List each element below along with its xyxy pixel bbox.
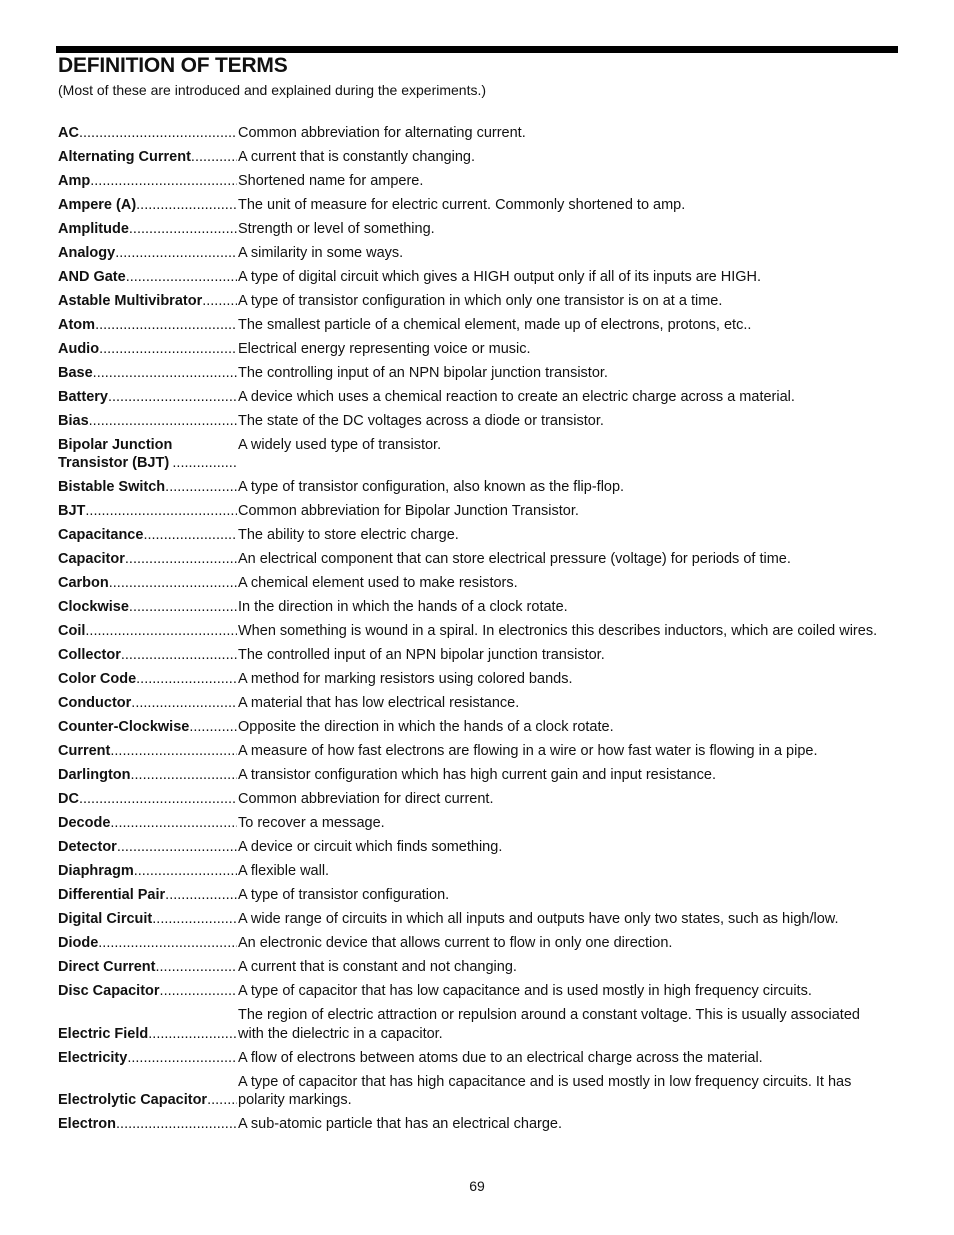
term-column [58, 388, 237, 406]
term-column [58, 718, 237, 736]
glossary-term-line2: Transistor (BJT) [58, 455, 170, 472]
glossary-definition: A chemical element used to make resistors. [238, 575, 518, 592]
glossary-entry [58, 526, 878, 544]
glossary-entry [58, 244, 878, 262]
dot-leader [79, 790, 237, 808]
term-column [58, 982, 237, 1000]
glossary-definition: Strength or level of something. [238, 221, 435, 237]
glossary-definition: In the direction in which the hands of a clock rotate. [238, 599, 568, 616]
term-column [58, 412, 237, 430]
glossary-entry [58, 316, 878, 334]
page-subtitle: (Most of these are introduced and explained during the experiments.) [58, 82, 487, 98]
dot-leader [129, 220, 237, 238]
glossary-entry [58, 574, 878, 592]
term-column [58, 526, 237, 544]
glossary-term: Detector [58, 839, 117, 856]
dot-leader [116, 1115, 237, 1133]
glossary-definition: The state of the DC voltages across a diode or transistor. [238, 413, 604, 429]
glossary-entry [58, 886, 878, 904]
page-number: 69 [469, 1178, 485, 1194]
glossary-definition: A type of capacitor that has low capacitance and is used mostly in high frequency circuits. [238, 983, 812, 1000]
glossary-definition: Shortened name for ampere. [238, 173, 424, 189]
glossary-entry [58, 718, 878, 736]
glossary-entry [58, 1073, 878, 1110]
dot-leader [152, 910, 237, 928]
glossary-definition: The smallest particle of a chemical element, made up of electrons, protons, etc.. [238, 317, 752, 333]
term-column [58, 742, 237, 760]
glossary-definition: A current that is constantly changing. [238, 149, 475, 165]
glossary-entry [58, 742, 878, 760]
term-column [58, 244, 237, 262]
glossary-entry [58, 694, 878, 712]
glossary-entry [58, 622, 878, 640]
dot-leader [125, 550, 237, 568]
glossary-definition: A method for marking resistors using colored bands. [238, 671, 573, 688]
glossary-term: Atom [58, 317, 96, 333]
glossary-definition: An electronic device that allows current to flow in only one direction. [238, 935, 673, 952]
term-column [58, 814, 237, 832]
glossary-term: Disc Capacitor [58, 983, 160, 1000]
glossary-definition: Common abbreviation for direct current. [238, 791, 494, 808]
term-column [58, 910, 237, 928]
glossary-term: Audio [58, 341, 100, 357]
glossary-definition: An electrical component that can store electrical pressure (voltage) for periods of time. [238, 551, 791, 568]
term-column [58, 172, 237, 190]
term-column [58, 124, 237, 142]
glossary-definition: A type of transistor configuration in which only one transistor is on at a time. [238, 293, 723, 309]
glossary-term: Color Code [58, 671, 137, 688]
term-column [58, 790, 237, 808]
term-column [58, 574, 237, 592]
glossary-term: Bistable Switch [58, 479, 166, 496]
glossary-entry [58, 790, 878, 808]
glossary-entry [58, 862, 878, 880]
top-rule [56, 46, 898, 53]
glossary-term: BJT [58, 503, 86, 520]
dot-leader [207, 1091, 237, 1109]
dot-leader [121, 646, 237, 664]
dot-leader [127, 1049, 237, 1067]
glossary-definition: The controlling input of an NPN bipolar junction transistor. [238, 365, 608, 381]
glossary-definition: The region of electric attraction or repulsion around a constant voltage. This is usually associated with the dielectric in a capacitor. [238, 1007, 860, 1042]
glossary-term: Amplitude [58, 221, 129, 237]
glossary-entry [58, 124, 878, 142]
glossary-definition: A transistor configuration which has high current gain and input resistance. [238, 767, 716, 784]
glossary-entry [58, 1006, 878, 1043]
dot-leader [117, 838, 237, 856]
glossary-definition: A similarity in some ways. [238, 245, 404, 261]
dot-leader [85, 502, 237, 520]
glossary-term: Base [58, 365, 93, 381]
glossary-definition: Common abbreviation for alternating current. [238, 125, 526, 141]
glossary-term: Capacitance [58, 527, 144, 544]
dot-leader [165, 886, 237, 904]
glossary-definition: A flexible wall. [238, 863, 330, 880]
term-column [58, 886, 237, 904]
dot-leader [134, 862, 237, 880]
glossary-definition: A material that has low electrical resistance. [238, 695, 520, 712]
glossary-definition: A type of digital circuit which gives a HIGH output only if all of its inputs are HIGH. [238, 269, 762, 285]
term-column [58, 862, 237, 880]
term-column [58, 340, 237, 358]
glossary-definition: Opposite the direction in which the hands of a clock rotate. [238, 719, 614, 736]
glossary-entry [58, 670, 878, 688]
glossary-term: Analogy [58, 245, 116, 261]
glossary-entry [58, 388, 878, 406]
glossary-entry [58, 814, 878, 832]
glossary-term: Direct Current [58, 959, 156, 976]
glossary-entry [58, 196, 878, 214]
glossary-entry [58, 838, 878, 856]
glossary-entry [58, 934, 878, 952]
glossary-term: Electric Field [58, 1025, 149, 1042]
dot-leader [99, 340, 237, 358]
dot-leader [172, 454, 237, 472]
glossary-definition: A widely used type of transistor. [238, 437, 442, 453]
glossary-entry [58, 550, 878, 568]
dot-leader [148, 1025, 237, 1043]
dot-leader [189, 718, 237, 736]
glossary-entry [58, 502, 878, 520]
term-column [58, 670, 237, 688]
glossary-term: Ampere (A) [58, 197, 137, 213]
dot-leader [191, 148, 237, 166]
term-column [58, 766, 237, 784]
term-column [58, 550, 237, 568]
term-column [58, 316, 237, 334]
glossary-definition: The controlled input of an NPN bipolar junction transistor. [238, 647, 605, 664]
glossary-term-line1: Bipolar Junction [58, 437, 173, 453]
glossary-term: Darlington [58, 767, 131, 784]
glossary-term: Differential Pair [58, 887, 166, 904]
term-column [58, 196, 237, 214]
glossary-entry [58, 766, 878, 784]
term-column [58, 292, 237, 310]
term-column [58, 436, 237, 473]
glossary-term: Decode [58, 815, 111, 832]
glossary-entry [58, 910, 878, 928]
glossary-definition: A type of transistor configuration. [238, 887, 450, 904]
glossary-term: Carbon [58, 575, 109, 592]
glossary-entry [58, 436, 878, 473]
dot-leader [165, 478, 237, 496]
glossary-entry [58, 340, 878, 358]
glossary-term: Coil [58, 623, 86, 640]
glossary-definition: The ability to store electric charge. [238, 527, 459, 544]
dot-leader [129, 598, 237, 616]
glossary-definition: Electrical energy representing voice or music. [238, 341, 531, 357]
glossary-entry [58, 172, 878, 190]
glossary-entry [58, 220, 878, 238]
glossary-term [58, 436, 172, 473]
glossary-term: AC [58, 125, 79, 141]
glossary-term: Collector [58, 647, 121, 664]
term-column [58, 958, 237, 976]
glossary-term: Astable Multivibrator [58, 293, 203, 309]
term-column [58, 694, 237, 712]
glossary-definition: The unit of measure for electric current. Commonly shortened to amp. [238, 197, 686, 213]
glossary-term: Electron [58, 1116, 117, 1133]
glossary-definition: A current that is constant and not changing. [238, 959, 517, 976]
dot-leader [110, 742, 237, 760]
dot-leader [115, 244, 237, 262]
glossary-definition: To recover a message. [238, 815, 385, 832]
glossary-definition: A device which uses a chemical reaction to create an electric charge across a material. [238, 389, 795, 405]
glossary-entry [58, 646, 878, 664]
glossary-definition: A sub-atomic particle that has an electrical charge. [238, 1116, 562, 1133]
term-column [58, 268, 237, 286]
glossary-term: Amp [58, 173, 91, 189]
glossary-term: Conductor [58, 695, 132, 712]
dot-leader [143, 526, 237, 544]
glossary-definition: A device or circuit which finds something. [238, 839, 503, 856]
glossary-term: Digital Circuit [58, 911, 153, 928]
glossary-entry [58, 412, 878, 430]
glossary-definition: A wide range of circuits in which all inputs and outputs have only two states, such as high/low. [238, 911, 839, 928]
term-column [58, 1073, 237, 1110]
glossary-entry [58, 982, 878, 1000]
dot-leader [89, 412, 237, 430]
dot-leader [160, 982, 237, 1000]
glossary-entry [58, 958, 878, 976]
term-column [58, 1049, 237, 1067]
glossary-term: Current [58, 743, 111, 760]
glossary-term: Bias [58, 413, 89, 429]
term-column [58, 598, 237, 616]
glossary-term: Capacitor [58, 551, 125, 568]
glossary-term: DC [58, 791, 79, 808]
term-column [58, 364, 237, 382]
glossary-definition: Common abbreviation for Bipolar Junction Transistor. [238, 503, 579, 520]
glossary-entry [58, 478, 878, 496]
term-column [58, 934, 237, 952]
glossary-term: AND Gate [58, 269, 126, 285]
dot-leader [98, 934, 237, 952]
glossary-term: Electricity [58, 1049, 128, 1066]
dot-leader [95, 316, 237, 334]
glossary-definition: When something is wound in a spiral. In electronics this describes inductors, which are coiled wires. [238, 623, 878, 640]
glossary-term: Diode [58, 935, 99, 952]
term-column [58, 478, 237, 496]
term-column [58, 220, 237, 238]
glossary-list [58, 124, 878, 1139]
dot-leader [79, 124, 237, 142]
dot-leader [85, 622, 237, 640]
dot-leader [108, 388, 237, 406]
dot-leader [93, 364, 237, 382]
dot-leader [202, 292, 237, 310]
glossary-term: Electrolytic Capacitor [58, 1092, 208, 1109]
dot-leader [136, 670, 237, 688]
term-column [58, 646, 237, 664]
dot-leader [136, 196, 237, 214]
glossary-term: Diaphragm [58, 863, 134, 880]
glossary-definition: A measure of how fast electrons are flowing in a wire or how fast water is flowing in a pipe. [238, 743, 818, 760]
glossary-term: Alternating Current [58, 149, 191, 165]
glossary-entry [58, 598, 878, 616]
glossary-entry [58, 148, 878, 166]
term-column [58, 148, 237, 166]
glossary-entry [58, 1049, 878, 1067]
glossary-term: Battery [58, 389, 108, 405]
dot-leader [131, 694, 237, 712]
page-title: DEFINITION OF TERMS [58, 54, 288, 77]
dot-leader [110, 814, 237, 832]
term-column [58, 622, 237, 640]
glossary-definition: A type of transistor configuration, also known as the flip-flop. [238, 479, 625, 496]
term-column [58, 1115, 237, 1133]
dot-leader [156, 958, 238, 976]
glossary-definition: A type of capacitor that has high capacitance and is used mostly in low frequency circuits. It has polarity markings. [238, 1073, 852, 1109]
term-column [58, 502, 237, 520]
glossary-definition: A flow of electrons between atoms due to an electrical charge across the material. [238, 1049, 763, 1066]
glossary-term: Counter-Clockwise [58, 719, 190, 736]
dot-leader [126, 268, 237, 286]
dot-leader [90, 172, 237, 190]
glossary-term: Clockwise [58, 599, 129, 616]
glossary-entry [58, 364, 878, 382]
glossary-entry [58, 1115, 878, 1133]
dot-leader [131, 766, 238, 784]
dot-leader [109, 574, 237, 592]
term-column [58, 1006, 237, 1043]
glossary-entry [58, 292, 878, 310]
term-column [58, 838, 237, 856]
glossary-entry [58, 268, 878, 286]
